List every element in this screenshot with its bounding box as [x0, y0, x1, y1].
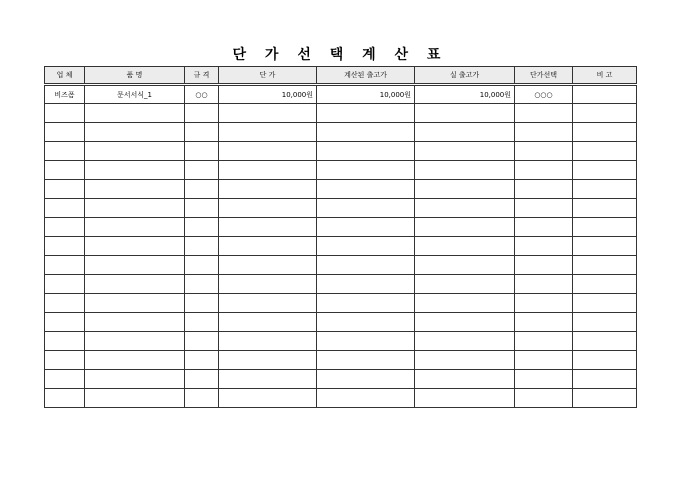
actual-price-cell[interactable]: 10,000원: [415, 85, 515, 104]
price-selection-cell[interactable]: [515, 313, 573, 332]
price-selection-cell[interactable]: [515, 294, 573, 313]
price-selection-cell[interactable]: [515, 370, 573, 389]
table-row: [45, 85, 637, 104]
actual-price-cell[interactable]: [415, 275, 515, 294]
actual-price-cell[interactable]: [415, 313, 515, 332]
calculated-price-cell[interactable]: [317, 370, 415, 389]
calculated-price-cell[interactable]: [317, 256, 415, 275]
calculated-price-cell[interactable]: 10,000원: [317, 85, 415, 104]
unit-price-cell[interactable]: [219, 370, 317, 389]
table-row: [45, 332, 637, 351]
price-selection-cell[interactable]: [515, 161, 573, 180]
spec-cell[interactable]: [185, 142, 219, 161]
company-cell[interactable]: [45, 161, 85, 180]
table-row: [45, 351, 637, 370]
product-name-cell[interactable]: [85, 142, 185, 161]
product-name-cell[interactable]: [85, 161, 185, 180]
calculated-price-cell[interactable]: [317, 351, 415, 370]
price-selection-cell[interactable]: ○○○: [515, 85, 573, 104]
unit-price-cell[interactable]: [219, 142, 317, 161]
actual-price-cell[interactable]: [415, 351, 515, 370]
calculated-price-cell[interactable]: [317, 142, 415, 161]
product-name-cell[interactable]: [85, 313, 185, 332]
product-name-cell[interactable]: [85, 180, 185, 199]
calculated-price-cell[interactable]: [317, 199, 415, 218]
table-row: [45, 275, 637, 294]
header-row: [45, 67, 637, 85]
actual-price-cell[interactable]: [415, 370, 515, 389]
calculated-price-cell[interactable]: [317, 161, 415, 180]
spec-cell[interactable]: [185, 294, 219, 313]
table-row: [45, 199, 637, 218]
product-name-cell[interactable]: [85, 275, 185, 294]
table-row: [45, 389, 637, 408]
company-cell[interactable]: [45, 370, 85, 389]
spec-cell[interactable]: [185, 275, 219, 294]
table-row: [45, 180, 637, 199]
remarks-cell[interactable]: [573, 256, 637, 275]
remarks-cell[interactable]: [573, 332, 637, 351]
unit-price-cell[interactable]: [219, 161, 317, 180]
company-cell[interactable]: [45, 389, 85, 408]
unit-price-cell[interactable]: [219, 351, 317, 370]
unit-price-cell[interactable]: [219, 218, 317, 237]
unit-price-cell[interactable]: [219, 389, 317, 408]
price-selection-cell[interactable]: [515, 180, 573, 199]
remarks-cell[interactable]: [573, 123, 637, 142]
spec-cell[interactable]: [185, 218, 219, 237]
price-selection-cell[interactable]: [515, 142, 573, 161]
actual-price-cell[interactable]: [415, 142, 515, 161]
calculated-price-cell[interactable]: [317, 104, 415, 123]
calculated-price-cell[interactable]: [317, 389, 415, 408]
spec-cell[interactable]: [185, 161, 219, 180]
product-name-cell[interactable]: [85, 256, 185, 275]
remarks-cell[interactable]: [573, 370, 637, 389]
company-cell[interactable]: [45, 180, 85, 199]
table-row: [45, 237, 637, 256]
calculated-price-cell[interactable]: [317, 180, 415, 199]
remarks-cell[interactable]: [573, 294, 637, 313]
company-cell[interactable]: [45, 218, 85, 237]
company-cell[interactable]: [45, 275, 85, 294]
remarks-cell[interactable]: [573, 199, 637, 218]
actual-price-cell[interactable]: [415, 199, 515, 218]
product-name-cell[interactable]: [85, 370, 185, 389]
actual-price-cell[interactable]: [415, 180, 515, 199]
unit-price-cell[interactable]: [219, 104, 317, 123]
spec-cell[interactable]: [185, 180, 219, 199]
actual-price-cell[interactable]: [415, 104, 515, 123]
column-header-price-selection: 단가선택: [515, 67, 573, 85]
price-selection-cell[interactable]: [515, 104, 573, 123]
table-row: [45, 104, 637, 123]
column-header-unit-price: 단 가: [219, 67, 317, 85]
unit-price-cell[interactable]: [219, 199, 317, 218]
actual-price-cell[interactable]: [415, 237, 515, 256]
price-selection-cell[interactable]: [515, 199, 573, 218]
table-row: [45, 123, 637, 142]
remarks-cell[interactable]: [573, 85, 637, 104]
spec-cell[interactable]: [185, 332, 219, 351]
unit-price-cell[interactable]: [219, 294, 317, 313]
product-name-cell[interactable]: [85, 123, 185, 142]
company-cell[interactable]: [45, 332, 85, 351]
price-selection-cell[interactable]: [515, 275, 573, 294]
calculated-price-cell[interactable]: [317, 123, 415, 142]
company-cell[interactable]: [45, 351, 85, 370]
spec-cell[interactable]: [185, 313, 219, 332]
price-selection-cell[interactable]: [515, 332, 573, 351]
company-cell[interactable]: [45, 104, 85, 123]
company-cell[interactable]: 비즈폼: [45, 85, 85, 104]
actual-price-cell[interactable]: [415, 123, 515, 142]
spec-cell[interactable]: [185, 104, 219, 123]
product-name-cell[interactable]: [85, 332, 185, 351]
calculated-price-cell[interactable]: [317, 332, 415, 351]
calculated-price-cell[interactable]: [317, 218, 415, 237]
unit-price-cell[interactable]: [219, 123, 317, 142]
remarks-cell[interactable]: [573, 218, 637, 237]
table-row: [45, 256, 637, 275]
company-cell[interactable]: [45, 199, 85, 218]
unit-price-cell[interactable]: [219, 180, 317, 199]
company-cell[interactable]: [45, 294, 85, 313]
price-selection-cell[interactable]: [515, 351, 573, 370]
product-name-cell[interactable]: [85, 104, 185, 123]
spec-cell[interactable]: [185, 389, 219, 408]
column-header-company: 업 체: [45, 67, 85, 85]
spec-cell[interactable]: [185, 351, 219, 370]
calculated-price-cell[interactable]: [317, 294, 415, 313]
unit-price-cell[interactable]: [219, 256, 317, 275]
table-row: [45, 161, 637, 180]
unit-price-cell[interactable]: [219, 313, 317, 332]
column-header-spec: 규 격: [185, 67, 219, 85]
remarks-cell[interactable]: [573, 275, 637, 294]
actual-price-cell[interactable]: [415, 332, 515, 351]
company-cell[interactable]: [45, 256, 85, 275]
table-row: [45, 313, 637, 332]
column-header-actual-price: 실 출고가: [415, 67, 515, 85]
remarks-cell[interactable]: [573, 104, 637, 123]
actual-price-cell[interactable]: [415, 218, 515, 237]
actual-price-cell[interactable]: [415, 389, 515, 408]
remarks-cell[interactable]: [573, 237, 637, 256]
table-row: [45, 142, 637, 161]
product-name-cell[interactable]: [85, 351, 185, 370]
price-selection-cell[interactable]: [515, 218, 573, 237]
spec-cell[interactable]: [185, 123, 219, 142]
spec-cell[interactable]: [185, 199, 219, 218]
product-name-cell[interactable]: [85, 389, 185, 408]
unit-price-cell[interactable]: 10,000원: [219, 85, 317, 104]
table-row: [45, 370, 637, 389]
calculated-price-cell[interactable]: [317, 313, 415, 332]
actual-price-cell[interactable]: [415, 294, 515, 313]
product-name-cell[interactable]: 문서서식_1: [85, 85, 185, 104]
remarks-cell[interactable]: [573, 351, 637, 370]
company-cell[interactable]: [45, 142, 85, 161]
spec-cell[interactable]: [185, 237, 219, 256]
spec-cell[interactable]: ○○: [185, 85, 219, 104]
company-cell[interactable]: [45, 313, 85, 332]
calculated-price-cell[interactable]: [317, 237, 415, 256]
remarks-cell[interactable]: [573, 389, 637, 408]
column-header-remarks: 비 고: [573, 67, 637, 85]
price-selection-cell[interactable]: [515, 256, 573, 275]
table-row: [45, 218, 637, 237]
price-selection-cell[interactable]: [515, 389, 573, 408]
unit-price-cell[interactable]: [219, 332, 317, 351]
price-selection-cell[interactable]: [515, 237, 573, 256]
remarks-cell[interactable]: [573, 180, 637, 199]
product-name-cell[interactable]: [85, 218, 185, 237]
unit-price-cell[interactable]: [219, 275, 317, 294]
remarks-cell[interactable]: [573, 142, 637, 161]
column-header-calculated-price: 계산된 출고가: [317, 67, 415, 85]
spec-cell[interactable]: [185, 370, 219, 389]
product-name-cell[interactable]: [85, 294, 185, 313]
actual-price-cell[interactable]: [415, 161, 515, 180]
column-header-product-name: 품 명: [85, 67, 185, 85]
document-title: 단 가 선 택 계 산 표: [232, 47, 448, 63]
spec-cell[interactable]: [185, 256, 219, 275]
product-name-cell[interactable]: [85, 237, 185, 256]
price-selection-cell[interactable]: [515, 123, 573, 142]
price-calculation-table: [44, 66, 637, 408]
calculated-price-cell[interactable]: [317, 275, 415, 294]
table-row: [45, 294, 637, 313]
remarks-cell[interactable]: [573, 313, 637, 332]
company-cell[interactable]: [45, 237, 85, 256]
company-cell[interactable]: [45, 123, 85, 142]
actual-price-cell[interactable]: [415, 256, 515, 275]
remarks-cell[interactable]: [573, 161, 637, 180]
unit-price-cell[interactable]: [219, 237, 317, 256]
product-name-cell[interactable]: [85, 199, 185, 218]
